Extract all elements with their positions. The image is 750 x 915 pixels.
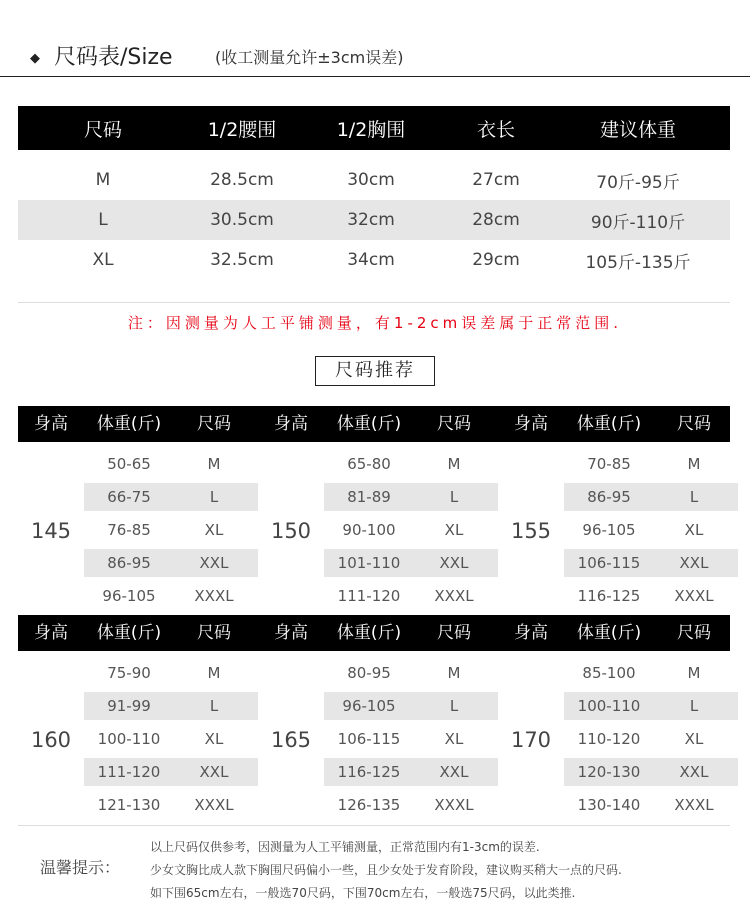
length-cell: 29cm [472, 250, 520, 270]
recommend-header-cell: 身高 [34, 414, 68, 434]
recommend-header-cell: 体重(斤) [96, 623, 162, 643]
recommend-header-cell: 体重(斤) [336, 623, 402, 643]
size-label: L [449, 697, 459, 715]
weight-range: 65-80 [347, 455, 391, 473]
weight-range: 86-95 [587, 488, 631, 506]
size-label: XXXL [674, 587, 714, 605]
recommend-title: 尺码推荐 [315, 356, 435, 386]
weight-range: 96-105 [582, 521, 636, 539]
size-label: M [447, 455, 461, 473]
size-label: M [687, 455, 701, 473]
weight-range: 130-140 [577, 796, 641, 814]
size-label: XL [204, 730, 224, 748]
recommend-header-cell: 尺码 [677, 623, 711, 643]
size-label: M [207, 455, 221, 473]
waist-cell: 32.5cm [210, 250, 274, 270]
weight-range: 96-105 [102, 587, 156, 605]
weight-range: 120-130 [577, 763, 641, 781]
waist-cell: 30.5cm [210, 210, 274, 230]
diamond-bullet-icon: ◆ [30, 51, 40, 66]
error-note: 注：因测量为人工平铺测量，有1-2cm误差属于正常范围. [127, 314, 623, 332]
size-label: XXL [679, 554, 709, 572]
weight-cell: 70斤-95斤 [596, 172, 680, 193]
height-value: 145 [30, 519, 72, 543]
size-table [18, 106, 730, 280]
recommend-header-cell: 尺码 [437, 414, 471, 434]
size-label: XXXL [194, 587, 234, 605]
size-label: XXXL [674, 796, 714, 814]
header-cell: 衣长 [476, 118, 515, 141]
weight-range: 121-130 [97, 796, 161, 814]
size-label: M [687, 664, 701, 682]
size-label: M [447, 664, 461, 682]
weight-range: 66-75 [107, 488, 151, 506]
recommend-header-cell: 尺码 [197, 623, 231, 643]
size-label: L [209, 697, 219, 715]
size-label: XXXL [434, 796, 474, 814]
weight-range: 91-99 [107, 697, 151, 715]
height-value: 170 [510, 728, 552, 752]
height-value: 150 [270, 519, 312, 543]
table-row [18, 240, 730, 280]
weight-range: 96-105 [342, 697, 396, 715]
size-label: XXL [199, 554, 229, 572]
size-cell: XL [92, 250, 114, 270]
size-label: L [689, 697, 699, 715]
section-divider [18, 825, 730, 826]
weight-range: 110-120 [577, 730, 641, 748]
size-table-header [18, 106, 730, 150]
weight-range: 100-110 [97, 730, 161, 748]
measurement-note: (收工测量允许±3cm误差) [215, 48, 404, 67]
weight-range: 86-95 [107, 554, 151, 572]
weight-range: 106-115 [337, 730, 401, 748]
size-label: L [449, 488, 459, 506]
weight-range: 106-115 [577, 554, 641, 572]
size-label: L [209, 488, 219, 506]
height-value: 165 [270, 728, 312, 752]
weight-range: 50-65 [107, 455, 151, 473]
tip-line: 少女文胸比成人款下胸围尺码偏小一些，且少女处于发育阶段，建议购买稍大一点的尺码. [150, 863, 622, 877]
weight-range: 101-110 [337, 554, 401, 572]
header-cell: 1/2胸围 [336, 118, 406, 141]
weight-range: 76-85 [107, 521, 151, 539]
size-label: XXL [439, 763, 469, 781]
size-label: XL [444, 730, 464, 748]
size-label: XXXL [434, 587, 474, 605]
size-label: L [689, 488, 699, 506]
table-row [18, 160, 730, 200]
weight-range: 81-89 [347, 488, 391, 506]
size-label: XXL [439, 554, 469, 572]
size-cell: M [95, 170, 111, 190]
tips-label: 温馨提示： [40, 858, 121, 877]
size-label: XXL [199, 763, 229, 781]
recommend-header-cell: 体重(斤) [96, 414, 162, 434]
size-label: M [207, 664, 221, 682]
recommend-header-cell: 尺码 [677, 414, 711, 434]
header-cell: 建议体重 [599, 118, 676, 141]
weight-range: 75-90 [107, 664, 151, 682]
weight-range: 80-95 [347, 664, 391, 682]
recommend-header-cell: 体重(斤) [576, 623, 642, 643]
weight-range: 90-100 [342, 521, 396, 539]
tip-line: 以上尺码仅供参考，因测量为人工平铺测量，正常范围内有1-3cm的误差. [150, 840, 540, 854]
recommend-header-cell: 身高 [34, 623, 68, 643]
height-value: 160 [30, 728, 72, 752]
size-label: XL [204, 521, 224, 539]
weight-cell: 90斤-110斤 [590, 212, 686, 233]
recommend-header-cell: 尺码 [197, 414, 231, 434]
height-value: 155 [510, 519, 552, 543]
recommend-header-cell: 体重(斤) [576, 414, 642, 434]
recommend-header-cell: 身高 [274, 414, 308, 434]
size-label: XL [684, 730, 704, 748]
recommend-header-cell: 体重(斤) [336, 414, 402, 434]
size-label: XL [684, 521, 704, 539]
size-label: XL [444, 521, 464, 539]
recommend-header-cell: 身高 [514, 414, 548, 434]
recommend-header-cell: 尺码 [437, 623, 471, 643]
weight-range: 111-120 [97, 763, 161, 781]
weight-range: 126-135 [337, 796, 401, 814]
weight-range: 116-125 [577, 587, 641, 605]
size-label: XXL [679, 763, 709, 781]
chest-cell: 32cm [347, 210, 395, 230]
tip-line: 如下围65cm左右，一般选70尺码，下围70cm左右，一般选75尺码，以此类推. [150, 886, 576, 900]
weight-range: 116-125 [337, 763, 401, 781]
length-cell: 28cm [472, 210, 520, 230]
recommend-header-cell: 身高 [514, 623, 548, 643]
header-cell: 1/2腰围 [207, 118, 277, 141]
header-divider [0, 76, 750, 77]
chest-cell: 34cm [347, 250, 395, 270]
section-divider [18, 302, 730, 303]
waist-cell: 28.5cm [210, 170, 274, 190]
weight-range: 70-85 [587, 455, 631, 473]
weight-range: 85-100 [582, 664, 636, 682]
recommend-header-cell: 身高 [274, 623, 308, 643]
weight-cell: 105斤-135斤 [585, 252, 691, 273]
page-title: 尺码表/Size [54, 45, 173, 70]
header-cell: 尺码 [83, 118, 122, 141]
chest-cell: 30cm [347, 170, 395, 190]
size-cell: L [98, 210, 108, 230]
weight-range: 111-120 [337, 587, 401, 605]
weight-range: 100-110 [577, 697, 641, 715]
length-cell: 27cm [472, 170, 520, 190]
size-label: XXXL [194, 796, 234, 814]
table-row [18, 200, 730, 240]
